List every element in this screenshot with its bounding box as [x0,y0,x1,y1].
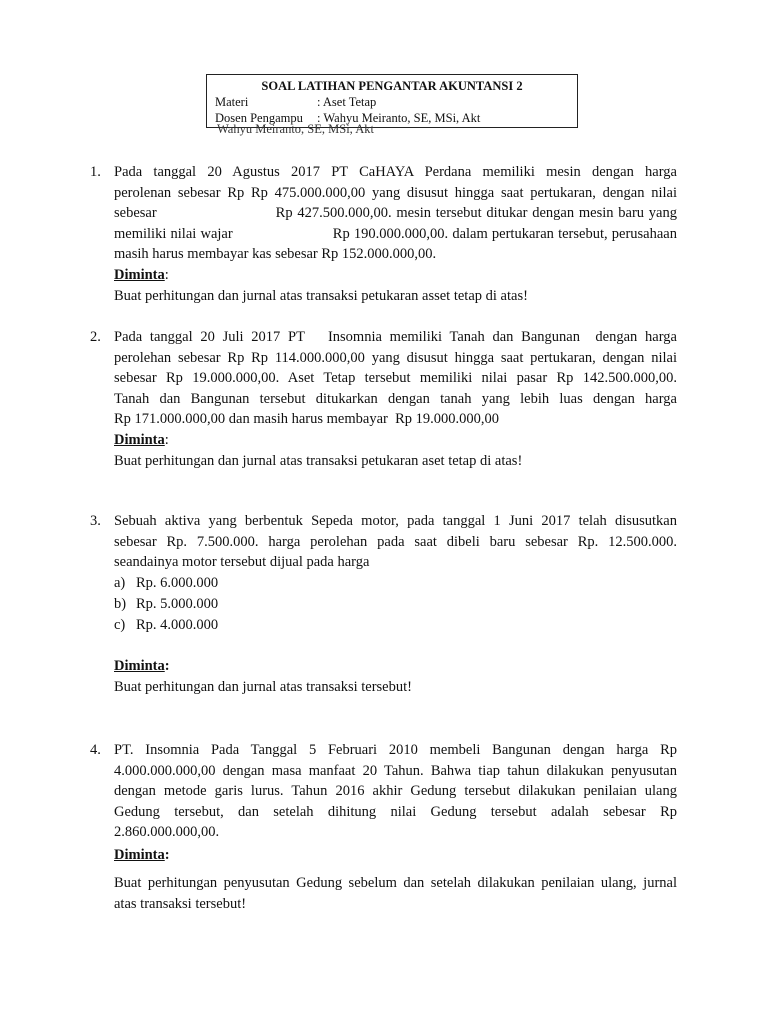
diminta-colon: : [164,847,170,863]
text-line: perolenan sebesar Rp Rp 475.000.000,00 yang disusut hingga saat pertukaran, dengan nilai [114,184,677,201]
instruction-text: Buat perhitungan dan jurnal atas transaksi tersebut! [114,679,412,695]
question-number: 4. [90,742,101,758]
dosen-value: : Wahyu Meiranto, SE, MSi, Akt [317,111,481,125]
text-line: 4.000.000.000,00 dengan masa manfaat 20 Tahun. Bahwa tiap tahun dilakukan penyusutan [114,762,677,779]
diminta-label: Diminta [114,847,165,863]
option-b [114,594,218,615]
question-text [114,162,677,265]
diminta-colon: : [164,432,169,448]
diminta-heading [114,430,677,451]
text-line: Sebuah aktiva yang berbentuk Sepeda motor, pada tanggal 1 Juni 2017 telah disusutkan [114,513,677,529]
text-line: Tanah dan Bangunan tersebut ditukarkan dengan tanah yang lebih luas dengan harga [114,390,677,407]
instruction-text [114,873,677,914]
text-line: PT. Insomnia Pada Tanggal 5 Februari 2010 membeli Bangunan dengan harga Rp [114,742,677,758]
document-title: SOAL LATIHAN PENGANTAR AKUNTANSI 2 [261,79,523,93]
option-text: Rp. 6.000.000 [136,575,219,591]
option-label: b) [114,596,127,612]
text-line: Rp 171.000.000,00 dan masih harus membayar Rp 19.000.000,00 [114,411,500,427]
text-line: seandainya motor tersebut dijual pada harga [114,554,370,570]
instruction-text: Buat perhitungan dan jurnal atas transaksi petukaran aset tetap di atas! [114,453,523,469]
option-label: a) [114,575,126,591]
diminta-colon: : [164,267,169,283]
text-line: masih harus membayar kas sebesar Rp 152.000.000,00. [114,246,437,262]
diminta-heading [114,265,677,286]
question-text [114,740,677,843]
option-a [114,573,218,594]
text-line: sebesar Rp 19.000.000,00. Aset Tetap tersebut memiliki nilai pasar Rp 142.500.000,00. [114,370,677,386]
text-line: 2.860.000.000,00. [114,824,220,840]
question-number: 3. [90,513,101,529]
diminta-heading [114,656,677,677]
question-text [114,327,677,430]
header-overflow-text: Wahyu Meiranto, SE, MSi, Akt [217,122,374,136]
option-text: Rp. 4.000.000 [136,617,219,633]
text-line: Pada tanggal 20 Agustus 2017 PT CaHAYA Perdana memiliki mesin dengan harga [114,164,677,180]
option-label: c) [114,617,126,633]
option-c [114,615,218,636]
header-box [206,74,578,128]
materi-row [215,95,376,110]
diminta-label: Diminta [114,658,165,674]
materi-value: : Aset Tetap [317,95,377,109]
diminta-heading [114,845,677,866]
diminta-label: Diminta [114,432,165,448]
dosen-label: Dosen Pengampu [215,111,303,125]
text-line: Gedung tersebut, dan setelah dihitung nilai Gedung tersebut adalah sebesar Rp [114,803,677,820]
question-text [114,511,677,573]
option-text: Rp. 5.000.000 [136,596,219,612]
text-line: Pada tanggal 20 Juli 2017 PT Insomnia memiliki Tanah dan Bangunan dengan harga [114,329,677,345]
text-line: perolehan sebesar Rp Rp 114.000.000,00 yang disusut hingga saat pertukaran, dengan nilai [114,349,677,366]
question-number: 2. [90,329,101,345]
text-line: memiliki nilai wajar Rp 190.000.000,00. dalam pertukaran tersebut, perusahaan [114,225,677,242]
diminta-colon: : [164,658,170,674]
question-number: 1. [90,164,101,180]
text-line: sebesar Rp. 7.500.000. harga perolehan pada saat dibeli baru sebesar Rp. 12.500.000. [114,533,677,550]
text-line: sebesar Rp 427.500.000,00. mesin tersebut ditukar dengan mesin baru yang [114,205,677,221]
materi-label: Materi [215,95,249,109]
diminta-label: Diminta [114,267,165,283]
text-line: atas transaksi tersebut! [114,895,247,912]
instruction-text: Buat perhitungan dan jurnal atas transaksi petukaran asset tetap di atas! [114,288,528,304]
text-line: dengan metode garis lurus. Tahun 2016 akhir Gedung tersebut dilakukan penilaian ulang [114,783,677,799]
text-line: Buat perhitungan penyusutan Gedung sebelum dan setelah dilakukan penilaian ulang, jurnal [114,875,677,891]
